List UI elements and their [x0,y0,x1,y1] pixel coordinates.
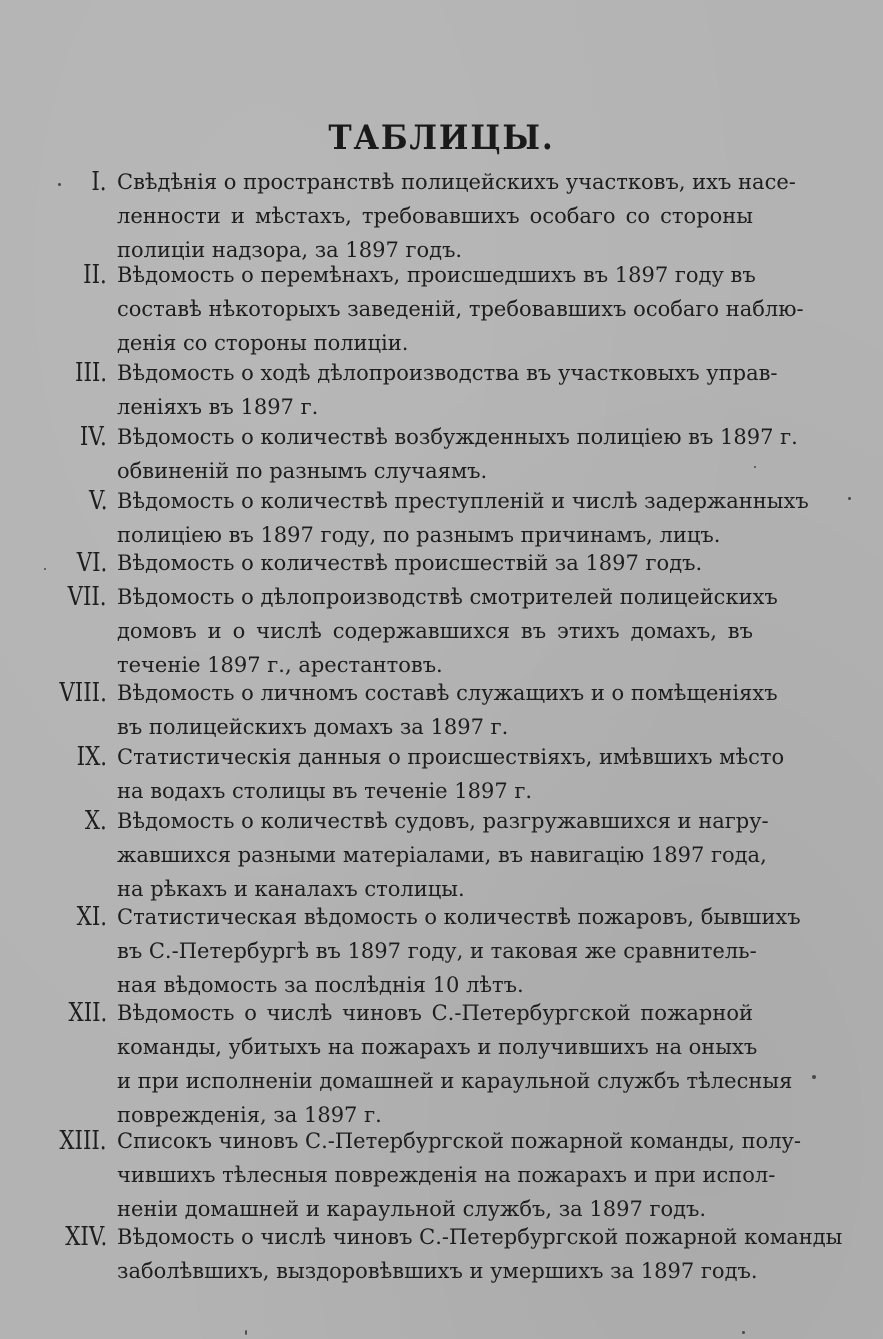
entry-number: XI. [76,902,107,932]
entry-line: Вѣдомость о числѣ чиновъ С.-Петербургской пожарной команды [117,1225,843,1249]
entry-text [117,258,804,360]
entry-line: обвиненій по разнымъ случаямъ. [117,459,488,483]
entry-line: въ полицейскихъ домахъ за 1897 г. [117,715,509,739]
entry-text [117,996,793,1132]
entry-line: домовъ и о числѣ содержавшихся въ этихъ домахъ, въ [117,619,753,643]
entry-line: денія со стороны полиціи. [117,331,409,355]
entry-line: полиціею въ 1897 году, по разнымъ причинамъ, лицъ. [117,523,721,547]
entry-text [117,740,785,808]
entry-text [117,1124,801,1226]
entry-line: Вѣдомость о количествѣ возбужденныхъ полиціею въ 1897 г. [117,425,798,449]
scan-speck [58,183,61,186]
entry-text [117,676,778,744]
entry-line: составѣ нѣкоторыхъ заведеній, требовавшихъ особаго наблю- [117,297,804,321]
entry-text [117,484,809,552]
entry-number: I. [91,167,107,197]
entry-number: V. [88,486,107,516]
scan-speck [245,1330,247,1335]
entry-line: Статистическія данныя о происшествіяхъ, имѣвшихъ мѣсто [117,745,785,769]
entry-line: ная вѣдомость за послѣднія 10 лѣтъ. [117,973,524,997]
entry-line: теченіе 1897 г., арестантовъ. [117,653,443,677]
page-title: ТАБЛИЦЫ. [328,118,555,158]
entry-line: Вѣдомость о количествѣ происшествій за 1897 годъ. [117,551,703,575]
entry-number: X. [85,806,107,836]
entry-number: VII. [67,582,107,612]
entry-number: IX. [76,742,107,772]
entry-number: XIV. [64,1222,107,1252]
entry-line: на водахъ столицы въ теченіе 1897 г. [117,779,533,803]
entry-line: Свѣдѣнія о пространствѣ полицейскихъ участковъ, ихъ насе- [117,170,796,194]
entry-line: полиціи надзора, за 1897 годъ. [117,238,463,262]
scan-speck [742,1331,745,1334]
scan-speck [812,1075,816,1079]
entry-number: XII. [68,998,107,1028]
entry-line: Вѣдомость о количествѣ судовъ, разгружавшихся и нагру- [117,809,769,833]
entry-line: Вѣдомость о дѣлопроизводствѣ смотрителей полицейскихъ [117,585,778,609]
entry-text [117,165,796,267]
entry-line: заболѣвшихъ, выздоровѣвшихъ и умершихъ за 1897 годъ. [117,1259,758,1283]
entry-line: Вѣдомость о перемѣнахъ, происшедшихъ въ 1897 году въ [117,263,756,287]
entry-line: въ С.-Петербургѣ въ 1897 году, и таковая же сравнитель- [117,939,757,963]
entry-text [117,546,753,580]
entry-number: IV. [80,422,107,452]
scan-speck [848,497,851,500]
scan-speck [44,568,46,570]
entry-line: поврежденія, за 1897 г. [117,1103,382,1127]
entry-line: Статистическая вѣдомость о количествѣ пожаровъ, бывшихъ [117,905,801,929]
entry-text [117,580,778,682]
entry-line: неніи домашней и караульной службъ, за 1897 годъ. [117,1197,707,1221]
entry-line: и при исполненіи домашней и караульной службъ тѣлесныя [117,1069,793,1093]
entry-line: чившихъ тѣлесныя поврежденія на пожарахъ и при испол- [117,1163,776,1187]
entry-text [117,356,778,424]
entry-number: II. [83,260,107,290]
entry-line: на рѣкахъ и каналахъ столицы. [117,877,465,901]
entry-line: леніяхъ въ 1897 г. [117,395,319,419]
entry-line: команды, убитыхъ на пожарахъ и получившихъ на оныхъ [117,1035,758,1059]
entry-number: VI. [76,548,107,578]
entry-text [117,420,798,488]
entry-line: Списокъ чиновъ С.-Петербургской пожарной команды, полу- [117,1129,801,1153]
entry-line: ленности и мѣстахъ, требовавшихъ особаго со стороны [117,204,753,228]
entry-text [117,804,769,906]
entry-number: III. [74,358,107,388]
scan-speck [754,466,756,468]
entry-line: Вѣдомость о ходѣ дѣлопроизводства въ участковыхъ управ- [117,361,778,385]
entry-line: Вѣдомость о числѣ чиновъ С.-Петербургской пожарной [117,1001,753,1025]
entry-text [117,1220,843,1288]
entry-line: Вѣдомость о количествѣ преступленій и числѣ задержанныхъ [117,489,809,513]
entry-line: Вѣдомость о личномъ составѣ служащихъ и о помѣщеніяхъ [117,681,778,705]
entry-number: VIII. [59,678,107,708]
entry-number: XIII. [59,1126,107,1156]
entry-line: жавшихся разными матеріалами, въ навигацію 1897 года, [117,843,767,867]
entry-text [117,900,801,1002]
